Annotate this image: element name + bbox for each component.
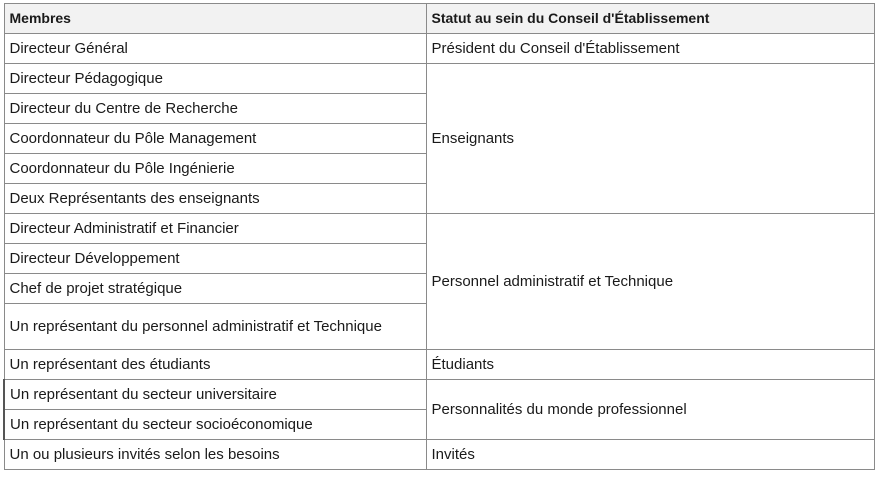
header-status: Statut au sein du Conseil d'Établissement	[426, 4, 874, 34]
member-cell: Un ou plusieurs invités selon les besoins	[4, 440, 426, 470]
member-cell: Deux Représentants des enseignants	[4, 184, 426, 214]
status-cell: Personnel administratif et Technique	[426, 214, 874, 350]
council-members-table	[3, 3, 875, 470]
member-cell: Un représentant du secteur socioéconomique	[4, 410, 426, 440]
status-cell: Étudiants	[426, 350, 874, 380]
member-cell: Un représentant du secteur universitaire	[4, 380, 426, 410]
member-cell: Directeur du Centre de Recherche	[4, 94, 426, 124]
member-cell: Directeur Pédagogique	[4, 64, 426, 94]
member-cell: Directeur Général	[4, 34, 426, 64]
table-row	[4, 34, 874, 64]
status-cell: Enseignants	[426, 64, 874, 214]
header-members: Membres	[4, 4, 426, 34]
member-cell: Directeur Développement	[4, 244, 426, 274]
member-cell: Coordonnateur du Pôle Management	[4, 124, 426, 154]
member-cell: Directeur Administratif et Financier	[4, 214, 426, 244]
member-cell: Coordonnateur du Pôle Ingénierie	[4, 154, 426, 184]
table-row	[4, 64, 874, 94]
member-cell: Un représentant des étudiants	[4, 350, 426, 380]
status-cell: Personnalités du monde professionnel	[426, 380, 874, 440]
table-row	[4, 440, 874, 470]
table-row	[4, 380, 874, 410]
member-cell: Un représentant du personnel administratif et Technique	[4, 304, 426, 350]
status-cell: Président du Conseil d'Établissement	[426, 34, 874, 64]
table-row	[4, 350, 874, 380]
table-header-row	[4, 4, 874, 34]
member-cell: Chef de projet stratégique	[4, 274, 426, 304]
status-cell: Invités	[426, 440, 874, 470]
table-row	[4, 214, 874, 244]
